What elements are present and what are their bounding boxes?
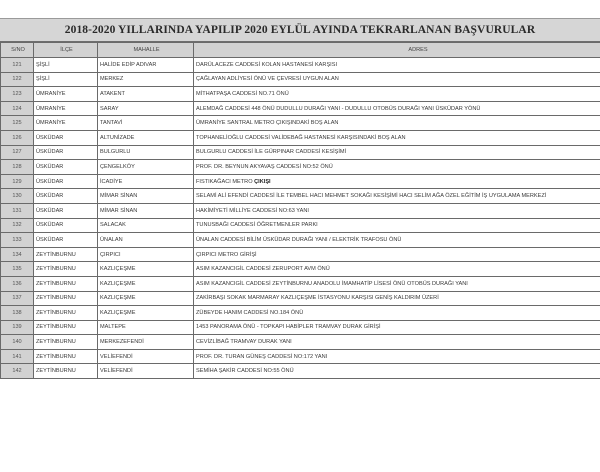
cell-no-text: 124: [12, 105, 22, 112]
table-row: [1, 130, 600, 145]
cell-no: [1, 276, 34, 291]
cell-adres-text: ZAKİRBAŞI SOKAK MARMARAY KAZLIÇEŞME İSTASYONU KARŞISI GENİŞ KALDIRIM ÜZERİ: [196, 295, 439, 302]
cell-mahalle: [98, 87, 194, 102]
cell-adres-text: ÇAĞLAYAN ADLİYESİ ÖNÜ VE ÇEVRESİ UYGUN ALAN: [196, 76, 339, 83]
table-row: [1, 247, 600, 262]
cell-mahalle-text: SALACAK: [100, 222, 126, 229]
cell-ilce-text: ÜSKÜDAR: [36, 222, 64, 229]
cell-mahalle-text: İCADİYE: [100, 178, 123, 185]
cell-no: [1, 335, 34, 350]
cell-adres-text: MİTHATPAŞA CADDESİ NO.71 ÖNÜ: [196, 90, 289, 97]
table-row: [1, 189, 600, 204]
table-row: [1, 306, 600, 321]
cell-no-text: 138: [12, 309, 22, 316]
cell-adres-text: FISTIKAĞACI METRO: [196, 178, 255, 185]
cell-adres-bold-text: ÇIKIŞI: [254, 178, 271, 185]
cell-no: [1, 218, 34, 233]
cell-ilce: [34, 116, 98, 131]
cell-mahalle: [98, 218, 194, 233]
cell-ilce-text: ÜSKÜDAR: [36, 134, 64, 141]
cell-mahalle: [98, 233, 194, 248]
cell-adres: [194, 218, 600, 233]
cell-mahalle-text: MERKEZEFENDİ: [100, 339, 144, 346]
cell-mahalle-text: VELİEFENDİ: [100, 368, 133, 375]
cell-adres: [194, 189, 600, 204]
cell-no-text: 129: [12, 178, 22, 185]
cell-adres: [194, 233, 600, 248]
cell-no-text: 134: [12, 251, 22, 258]
cell-adres: [194, 101, 600, 116]
cell-mahalle-text: KAZLIÇEŞME: [100, 266, 136, 273]
table-row: [1, 349, 600, 364]
table-row: [1, 160, 600, 175]
cell-mahalle-text: VELİEFENDİ: [100, 353, 133, 360]
cell-mahalle-text: MERKEZ: [100, 76, 124, 83]
cell-ilce-text: ÜSKÜDAR: [36, 207, 64, 214]
cell-no: [1, 116, 34, 131]
cell-ilce: [34, 262, 98, 277]
cell-no: [1, 320, 34, 335]
cell-ilce-text: ÜSKÜDAR: [36, 193, 64, 200]
cell-ilce-text: ZEYTİNBURNU: [36, 309, 76, 316]
cell-no-text: 123: [12, 90, 22, 97]
table-row: [1, 87, 600, 102]
cell-adres-text: ALEMDAĞ CADDESİ 448 ÖNÜ DUDULLU DURAĞI YANI - DUDULLU OTOBÜS DURAĞI YANI ÜSKÜDAR YÖNÜ: [196, 105, 481, 112]
cell-mahalle-text: ÜNALAN: [100, 236, 123, 243]
cell-no: [1, 189, 34, 204]
cell-no-text: 140: [12, 339, 22, 346]
cell-adres-text: ÜMRANİYE SANTRAL METRO ÇIKIŞINDAKİ BOŞ ALAN: [196, 120, 339, 127]
cell-mahalle: [98, 203, 194, 218]
cell-adres: [194, 145, 600, 160]
cell-ilce: [34, 335, 98, 350]
cell-adres: [194, 247, 600, 262]
cell-no: [1, 349, 34, 364]
cell-ilce: [34, 145, 98, 160]
cell-ilce: [34, 189, 98, 204]
cell-mahalle-text: MALTEPE: [100, 324, 126, 331]
cell-ilce-text: ZEYTİNBURNU: [36, 295, 76, 302]
cell-adres-text: TOPHANELİOĞLU CADDESİ VALİDEBAĞ HASTANESİ KARŞISINDAKİ BOŞ ALAN: [196, 134, 406, 141]
cell-adres-text: PROF. DR. BEYNUN AKYAVAŞ CADDESİ NO:52 ÖNÜ: [196, 163, 333, 170]
table-header-row: [1, 43, 600, 58]
table-row: [1, 72, 600, 87]
cell-ilce: [34, 101, 98, 116]
cell-no: [1, 233, 34, 248]
cell-mahalle: [98, 101, 194, 116]
cell-ilce-text: ÜMRANİYE: [36, 105, 66, 112]
cell-mahalle-text: HALİDE EDİP ADIVAR: [100, 61, 157, 68]
cell-mahalle-text: ÇIRPICI: [100, 251, 121, 258]
cell-no-text: 130: [12, 193, 22, 200]
cell-no: [1, 160, 34, 175]
cell-ilce-text: ÜSKÜDAR: [36, 236, 64, 243]
cell-mahalle: [98, 58, 194, 73]
cell-adres: [194, 349, 600, 364]
cell-no: [1, 364, 34, 379]
cell-ilce: [34, 364, 98, 379]
cell-no-text: 127: [12, 149, 22, 156]
cell-adres-text: BULGURLU CADDESİ İLE GÜRPINAR CADDESİ KESİŞİMİ: [196, 149, 347, 156]
cell-mahalle-text: MİMAR SİNAN: [100, 193, 138, 200]
cell-ilce-text: ZEYTİNBURNU: [36, 266, 76, 273]
cell-adres-text: PROF. DR. TURAN GÜNEŞ CADDESİ NO:172 YANI: [196, 353, 328, 360]
cell-mahalle: [98, 160, 194, 175]
cell-ilce-text: ŞİŞLİ: [36, 76, 50, 83]
cell-adres-text: DARÜLACEZE CADDESİ KOLAN HASTANESİ KARŞISI: [196, 61, 338, 68]
table-row: [1, 364, 600, 379]
cell-mahalle: [98, 72, 194, 87]
cell-mahalle-text: ALTUNİZADE: [100, 134, 135, 141]
cell-no: [1, 291, 34, 306]
cell-no-text: 126: [12, 134, 22, 141]
cell-ilce: [34, 349, 98, 364]
table-row: [1, 174, 600, 189]
document-title: 2018-2020 YILLARINDA YAPILIP 2020 EYLÜL AYINDA TEKRARLANAN BAŞVURULAR: [0, 18, 600, 42]
cell-ilce: [34, 247, 98, 262]
cell-mahalle: [98, 145, 194, 160]
cell-adres: [194, 203, 600, 218]
cell-adres: [194, 320, 600, 335]
cell-adres: [194, 291, 600, 306]
cell-adres-text: 1453 PANORAMA ÖNÜ - TOPKAPI HABİPLER TRAMVAY DURAK GİRİŞİ: [196, 324, 381, 331]
cell-ilce-text: ŞİŞLİ: [36, 61, 50, 68]
cell-mahalle: [98, 276, 194, 291]
cell-adres-text: TUNUSBAĞI CADDESİ ÖĞRETMENLER PARKI: [196, 222, 318, 229]
cell-ilce: [34, 174, 98, 189]
cell-no: [1, 130, 34, 145]
cell-no: [1, 145, 34, 160]
cell-adres: [194, 262, 600, 277]
table-row: [1, 276, 600, 291]
table-row: [1, 116, 600, 131]
cell-mahalle: [98, 306, 194, 321]
cell-adres: [194, 130, 600, 145]
cell-adres-text: ASIM KAZANCIGİL CADDESİ ZERUPORT AVM ÖNÜ: [196, 266, 330, 273]
cell-mahalle-text: KAZLIÇEŞME: [100, 280, 136, 287]
cell-no: [1, 72, 34, 87]
cell-no: [1, 203, 34, 218]
table-row: [1, 233, 600, 248]
cell-adres: [194, 364, 600, 379]
document-sheet: [0, 18, 600, 379]
table-row: [1, 145, 600, 160]
header-mahalle: MAHALLE: [98, 43, 194, 58]
cell-mahalle: [98, 335, 194, 350]
cell-mahalle-text: TANTAVİ: [100, 120, 123, 127]
cell-no-text: 121: [12, 61, 22, 68]
cell-adres: [194, 174, 600, 189]
cell-mahalle: [98, 130, 194, 145]
cell-adres-text: ÇIRPICI METRO GİRİŞİ: [196, 251, 257, 258]
cell-ilce: [34, 276, 98, 291]
cell-mahalle: [98, 349, 194, 364]
cell-no-text: 131: [12, 207, 22, 214]
cell-mahalle-text: SARAY: [100, 105, 119, 112]
cell-ilce-text: ÜSKÜDAR: [36, 149, 64, 156]
cell-adres: [194, 276, 600, 291]
cell-adres: [194, 306, 600, 321]
cell-adres-text: ÜNALAN CADDESİ BİLİM ÜSKÜDAR DURAĞI YANI / ELEKTRİK TRAFOSU ÖNÜ: [196, 236, 402, 243]
cell-ilce-text: ZEYTİNBURNU: [36, 353, 76, 360]
cell-adres: [194, 160, 600, 175]
cell-no-text: 128: [12, 163, 22, 170]
cell-ilce: [34, 87, 98, 102]
cell-no-text: 142: [12, 368, 22, 375]
cell-no-text: 137: [12, 295, 22, 302]
cell-no-text: 141: [12, 353, 22, 360]
table-row: [1, 203, 600, 218]
cell-mahalle: [98, 247, 194, 262]
header-adres: ADRES: [194, 43, 600, 58]
cell-adres: [194, 87, 600, 102]
cell-adres: [194, 58, 600, 73]
cell-mahalle: [98, 262, 194, 277]
cell-mahalle-text: MİMAR SİNAN: [100, 207, 138, 214]
cell-mahalle-text: KAZLIÇEŞME: [100, 309, 136, 316]
cell-adres-text: SEMİHA ŞAKİR CADDESİ NO:55 ÖNÜ: [196, 368, 294, 375]
cell-no: [1, 262, 34, 277]
cell-ilce: [34, 218, 98, 233]
cell-mahalle-text: BULGURLU: [100, 149, 131, 156]
cell-ilce-text: ZEYTİNBURNU: [36, 324, 76, 331]
cell-adres-text: SELAMİ ALİ EFENDİ CADDESİ İLE TEMBEL HACI MEHMET SOKAĞI KESİŞİMİ HACI SELİM AĞA ÖZEL EĞİTİM İŞ UYGULAMA MERKEZİ: [196, 193, 547, 200]
cell-mahalle: [98, 189, 194, 204]
table-row: [1, 291, 600, 306]
applications-table: [0, 42, 600, 379]
cell-mahalle: [98, 364, 194, 379]
table-row: [1, 262, 600, 277]
cell-no: [1, 101, 34, 116]
cell-no: [1, 174, 34, 189]
cell-no-text: 122: [12, 76, 22, 83]
cell-no-text: 125: [12, 120, 22, 127]
cell-ilce: [34, 291, 98, 306]
table-row: [1, 58, 600, 73]
cell-mahalle: [98, 116, 194, 131]
header-ilce: İLÇE: [34, 43, 98, 58]
cell-ilce-text: ÜSKÜDAR: [36, 178, 64, 185]
cell-mahalle-text: ÇENGELKÖY: [100, 163, 135, 170]
cell-ilce-text: ZEYTİNBURNU: [36, 251, 76, 258]
cell-adres-text: HAKİMİYETİ MİLLİYE CADDESİ NO:63 YANI: [196, 207, 309, 214]
cell-no: [1, 247, 34, 262]
cell-no-text: 133: [12, 236, 22, 243]
cell-ilce-text: ZEYTİNBURNU: [36, 280, 76, 287]
cell-ilce: [34, 233, 98, 248]
table-row: [1, 320, 600, 335]
cell-ilce: [34, 306, 98, 321]
cell-ilce: [34, 58, 98, 73]
cell-adres: [194, 335, 600, 350]
cell-adres-text: ASIM KAZANCIGİL CADDESİ ZEYTİNBURNU ANADOLU İMAMHATİP LİSESİ ÖNÜ OTOBÜS DURAĞI YANI: [196, 280, 468, 287]
cell-adres: [194, 116, 600, 131]
cell-no-text: 139: [12, 324, 22, 331]
table-body: [1, 58, 600, 379]
cell-mahalle-text: ATAKENT: [100, 90, 125, 97]
cell-mahalle-text: KAZLIÇEŞME: [100, 295, 136, 302]
cell-ilce-text: ZEYTİNBURNU: [36, 339, 76, 346]
cell-no-text: 132: [12, 222, 22, 229]
cell-no-text: 136: [12, 280, 22, 287]
cell-no-text: 135: [12, 266, 22, 273]
cell-ilce-text: ZEYTİNBURNU: [36, 368, 76, 375]
cell-no: [1, 306, 34, 321]
cell-ilce: [34, 160, 98, 175]
cell-adres-text: ZÜBEYDE HANIM CADDESİ NO.184 ÖNÜ: [196, 309, 304, 316]
cell-no: [1, 87, 34, 102]
cell-ilce: [34, 320, 98, 335]
cell-mahalle: [98, 320, 194, 335]
cell-adres-text: CEVİZLİBAĞ TRAMVAY DURAK YANI: [196, 339, 292, 346]
cell-ilce: [34, 203, 98, 218]
cell-adres: [194, 72, 600, 87]
cell-ilce-text: ÜSKÜDAR: [36, 163, 64, 170]
cell-mahalle: [98, 291, 194, 306]
table-row: [1, 218, 600, 233]
header-no: S/NO: [1, 43, 34, 58]
cell-ilce: [34, 72, 98, 87]
cell-ilce-text: ÜMRANİYE: [36, 120, 66, 127]
table-row: [1, 101, 600, 116]
cell-mahalle: [98, 174, 194, 189]
cell-no: [1, 58, 34, 73]
cell-ilce-text: ÜMRANİYE: [36, 90, 66, 97]
table-row: [1, 335, 600, 350]
cell-ilce: [34, 130, 98, 145]
